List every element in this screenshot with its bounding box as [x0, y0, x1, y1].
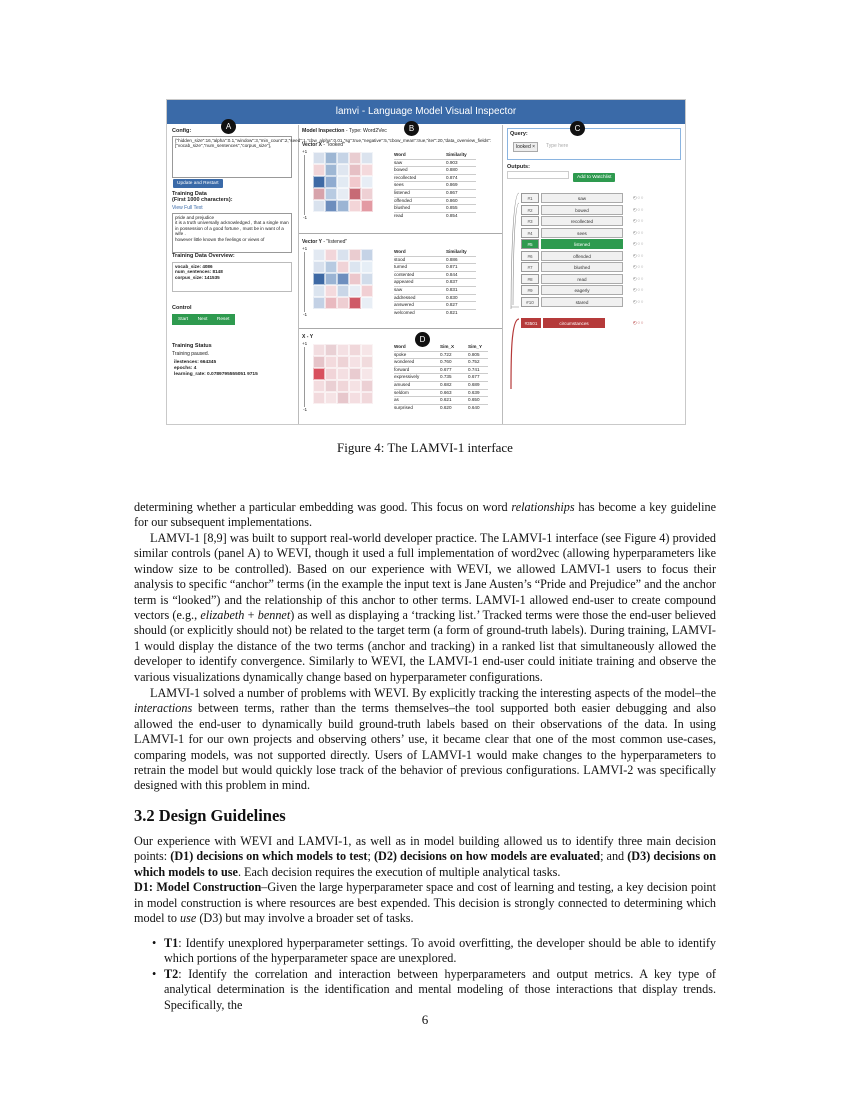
table-cell: 0.837 — [446, 279, 458, 285]
table-row — [394, 358, 488, 366]
table-cell: 0.821 — [446, 309, 458, 315]
tracking-connectors — [507, 189, 521, 419]
table-header: Similarity — [446, 249, 467, 254]
table-row — [394, 174, 476, 182]
table-row — [394, 159, 476, 167]
heatmap-cell — [313, 380, 325, 392]
heatmap-cell — [361, 285, 373, 297]
tracked-actions-icon[interactable]: ◴○○ — [633, 264, 645, 269]
heatmap-cell — [313, 297, 325, 309]
table-cell: listened — [394, 189, 410, 195]
heatmap-cell — [325, 356, 337, 368]
heatmap-cell — [349, 380, 361, 392]
heatmap-cell — [325, 285, 337, 297]
heatmap-cell — [325, 273, 337, 285]
table-row — [394, 373, 488, 381]
heatmap-cell — [313, 368, 325, 380]
scale-bottom: -1 — [303, 312, 308, 317]
heatmap-cell — [313, 200, 325, 212]
heatmap-cell — [349, 273, 361, 285]
p4-d3: (D3) decisions on which models to use — [134, 849, 717, 879]
status-sentences: ilestences: 664345 — [174, 360, 217, 365]
lamvi-figure — [166, 99, 686, 425]
config-label: Config: — [172, 128, 192, 134]
overview-sentences: num_sentences: 8148 — [175, 269, 223, 275]
table-row — [394, 366, 488, 374]
tracked-row[interactable] — [521, 216, 653, 225]
heatmap-cell — [325, 188, 337, 200]
heatmap-cell — [337, 380, 349, 392]
heatmap-cell — [325, 392, 337, 404]
heatmap-cell — [349, 368, 361, 380]
control-bar — [172, 314, 235, 325]
heatmap-cell — [337, 152, 349, 164]
scale-line — [304, 347, 305, 407]
panel-b — [299, 125, 503, 424]
scale-top: +1 — [302, 149, 308, 154]
section-divider — [299, 233, 502, 234]
heatmap-cell — [337, 261, 349, 273]
heatmap-cell — [325, 176, 337, 188]
heatmap-cell — [337, 188, 349, 200]
start-button[interactable]: Start — [174, 315, 192, 324]
heatmap-cell — [325, 152, 337, 164]
tracked-row[interactable] — [521, 274, 653, 283]
tracked-rank: #1 — [521, 193, 539, 203]
scale-bottom: -1 — [303, 215, 308, 220]
tracked-row[interactable] — [521, 239, 653, 248]
table-cell: read — [394, 212, 404, 218]
tracked-word[interactable]: read — [541, 274, 623, 284]
table-cell: 0.621 — [440, 397, 452, 403]
tracked-actions-icon[interactable]: ◴○○ — [633, 298, 645, 304]
table-cell: saw — [394, 286, 403, 292]
heatmap-cell — [325, 368, 337, 380]
table-cell: 0.722 — [440, 351, 452, 357]
overview-label: Training Data Overview: — [172, 253, 235, 259]
table-header: Similarity — [446, 152, 467, 157]
table-row — [394, 294, 476, 302]
scale-top: +1 — [302, 246, 308, 251]
table-header: Word — [394, 344, 406, 349]
table-cell: contented — [394, 271, 415, 277]
table-cell: saw — [394, 159, 403, 165]
scale-line — [304, 155, 305, 215]
table-cell: 0.663 — [440, 389, 452, 395]
similarity-table — [394, 344, 488, 411]
table-cell: 0.640 — [468, 404, 480, 410]
status-text: Training paused. — [172, 351, 210, 357]
heatmap-cell — [325, 200, 337, 212]
heatmap-cell — [349, 285, 361, 297]
tracked-actions-icon[interactable]: ◴○○ — [633, 206, 645, 212]
tracked-rank: #4 — [521, 228, 539, 238]
table-row — [394, 197, 476, 205]
table-cell: 0.827 — [446, 302, 458, 308]
heatmap-cell — [325, 344, 337, 356]
tracked-row[interactable] — [521, 297, 653, 306]
paragraph-2-text: LAMVI-1 [8,9] was built to support real-world developer practice. The LAMVI-1 interface (see Figure 4) provided similar controls (panel A) to WEVI, though it used a full implementation of word2vec (allowing hyperparameters like window size to be controlled). Based on our experience with WEVI, we allowed LAMVI-1 users to focus their analysis to specific “anchor” terms (in the example the input text is Jane Austen’s “Pride and Prejudice” and the anchor term is “looked”) and the relationship of this anchor to other terms. LAMVI-1 allowed end-user to create compound vectors (e.g., elizabeth + bennet) as well as displaying a ‘tracking list.’ Tracked terms were those the end-user believed should (or explicitly should not) be related to the target term (a form of ground-truth labels). During training, LAMVI-1 would display the distance of the two terms (anchor and tracking) in a ranked list that simultaneously allowed the developer to identify convergence. Similarly to WEVI, the LAMVI-1 end-user could initiate training and observe the various visualizations dynamically change based on hyperparameter configurations. — [134, 531, 716, 684]
section-label-2: X - Y — [302, 334, 314, 340]
p4-end: . Each decision requires the execution of multiple analytical tasks. — [237, 864, 561, 879]
heatmap-cell — [349, 176, 361, 188]
heatmap-cell — [361, 344, 373, 356]
tracked-actions-icon[interactable]: ◴○○ — [633, 241, 645, 246]
heatmap-cell — [337, 285, 349, 297]
page-number: 6 — [421, 1012, 429, 1027]
table-cell: 0.741 — [468, 366, 480, 372]
bullet-t2: • T2: Identify the correlation and interaction between hyperparameters and output metrics. A key type of analytical determination is the identification and mental modeling of those interactions that display trends. Specifically, the — [152, 967, 716, 1012]
table-cell: stood — [394, 256, 406, 262]
heatmap-cell — [325, 249, 337, 261]
table-cell: 0.855 — [446, 205, 458, 211]
heatmap-cell — [337, 368, 349, 380]
heatmap-cell — [361, 188, 373, 200]
table-cell: bowed — [394, 167, 408, 173]
table-row — [394, 166, 476, 174]
heatmap-cell — [337, 297, 349, 309]
tracked-word[interactable]: sees — [541, 228, 623, 238]
tracked-row[interactable] — [521, 228, 653, 237]
table-row — [394, 286, 476, 294]
table-cell: 0.735 — [440, 374, 452, 380]
p4-d1: (D1) decisions on which models to test — [170, 849, 368, 864]
table-row — [394, 271, 476, 279]
tracked-word[interactable]: blushed — [541, 262, 623, 272]
heatmap-cell — [349, 188, 361, 200]
section-heading: 3.2 Design Guidelines — [134, 806, 286, 825]
marker-a: A — [221, 119, 236, 134]
heatmap-cell — [361, 164, 373, 176]
table-cell: sees — [394, 182, 404, 188]
control-label: Control — [172, 305, 192, 311]
table-cell: 0.854 — [446, 212, 458, 218]
marker-b: B — [404, 121, 419, 136]
app-title-bar: lamvi - Language Model Visual Inspector — [167, 100, 685, 124]
status-learning-rate: learning_rate: 0.0789795555051 9715 — [174, 372, 258, 377]
tracked-actions-icon[interactable]: ◴○○ — [633, 320, 645, 325]
overview-corpus: corpus_size: 141535 — [175, 274, 220, 280]
table-cell: 0.805 — [468, 351, 480, 357]
update-restart-button[interactable]: Update and Restart — [173, 179, 223, 188]
config-textarea[interactable]: {"hidden_size":16,"alpha":0.1,"window":3,"min_count":2,"seed":1,"cbw_alpha":0.01,"sg":true,"negative":5,"cbow_mean":true,"iter":20,"data_overview_fields": ["vocab_size","num_sentences","corpus_size"], — [172, 136, 292, 178]
next-button[interactable]: Next — [194, 315, 212, 324]
table-cell: 0.830 — [446, 294, 458, 300]
table-cell: recollected — [394, 174, 417, 180]
panel-c — [503, 125, 685, 424]
heatmap-cell — [313, 392, 325, 404]
bullet-t1: • T1: Identify unexplored hyperparameter settings. To avoid overfitting, the developer should be able to identify which portions of the hyperparameter space are unexplored. — [152, 936, 716, 966]
paragraph-3 — [134, 686, 716, 794]
paragraph-1 — [134, 500, 716, 531]
section-label-0: Vector X - "looked" — [302, 142, 345, 148]
table-row — [394, 381, 488, 389]
heatmap-cell — [361, 380, 373, 392]
tracked-rank: #3501 — [521, 318, 541, 328]
table-cell: 0.682 — [440, 381, 452, 387]
p4-and: ; and — [600, 849, 628, 864]
table-cell: 0.831 — [446, 286, 458, 292]
tracked-word[interactable]: stared — [541, 297, 623, 307]
scale-line — [304, 252, 305, 312]
heatmap-cell — [337, 176, 349, 188]
t2-text: : Identify the correlation and interaction between hyperparameters and output metrics. A key type of analytical determination is the identification and mental modeling of those interactions that display trends. Specifically, the — [164, 967, 716, 1012]
heatmap-cell — [313, 344, 325, 356]
tracked-row-extra[interactable] — [521, 318, 653, 327]
tracked-word[interactable]: listened — [541, 239, 623, 249]
tracked-row[interactable] — [521, 193, 653, 202]
tracked-rank: #3 — [521, 216, 539, 226]
heatmap-cell — [313, 176, 325, 188]
t1-heading: T1 — [164, 936, 179, 950]
heatmap-cell — [349, 261, 361, 273]
table-cell: wondered — [394, 359, 415, 365]
table-cell: answered — [394, 302, 414, 308]
heatmap-cell — [349, 164, 361, 176]
training-data-label: Training Data — [172, 191, 207, 197]
similarity-table — [394, 152, 476, 219]
heatmap-cell — [325, 261, 337, 273]
heatmap-cell — [361, 273, 373, 285]
outputs-label: Outputs: — [507, 164, 530, 170]
tracked-actions-icon[interactable]: ◴○○ — [633, 229, 645, 235]
status-epochs: epochs: 4 — [174, 366, 197, 371]
add-to-watchlist-button[interactable]: Add to Watchlist — [573, 173, 615, 182]
table-cell: 0.869 — [446, 182, 458, 188]
tracked-actions-icon[interactable]: ◴○○ — [633, 275, 645, 281]
scale-top: +1 — [302, 341, 308, 346]
tracked-row[interactable] — [521, 205, 653, 214]
scale-bottom: -1 — [303, 407, 308, 412]
tracked-rank: #10 — [521, 297, 539, 307]
query-tag[interactable]: looked × — [513, 142, 538, 152]
tracked-rank: #9 — [521, 285, 539, 295]
status-label: Training Status — [172, 343, 212, 349]
tracked-actions-icon[interactable]: ◴○○ — [633, 218, 645, 223]
table-cell: as — [394, 397, 399, 403]
marker-d: D — [415, 332, 430, 347]
view-full-text-link[interactable]: View Full Text — [172, 205, 203, 211]
table-cell: 0.639 — [468, 389, 480, 395]
heatmap-cell — [349, 356, 361, 368]
heatmap-cell — [337, 344, 349, 356]
reset-button[interactable]: Reset — [213, 315, 234, 324]
heatmap-cell — [313, 188, 325, 200]
heatmap-cell — [325, 164, 337, 176]
table-row — [394, 278, 476, 286]
table-cell: 0.689 — [468, 381, 480, 387]
table-header: Sim_X — [440, 344, 455, 349]
table-cell: 0.886 — [446, 256, 458, 262]
status-values — [174, 360, 258, 378]
tracked-rank: #2 — [521, 205, 539, 215]
table-row — [394, 181, 476, 189]
t2-heading: T2 — [164, 967, 179, 981]
table-cell: 0.903 — [446, 159, 458, 165]
query-label: Query: — [510, 131, 528, 137]
heatmap-cell — [337, 392, 349, 404]
query-box — [507, 128, 681, 160]
heatmap-cell — [337, 164, 349, 176]
heatmap-cell — [349, 249, 361, 261]
tracked-word[interactable]: offended — [541, 251, 623, 261]
heatmap-cell — [361, 356, 373, 368]
heatmap-cell — [325, 380, 337, 392]
table-row — [394, 189, 476, 197]
table-header: Sim_Y — [468, 344, 483, 349]
heatmap-cell — [349, 344, 361, 356]
figure-caption: Figure 4: The LAMVI-1 interface — [337, 440, 513, 455]
table-cell: 0.677 — [440, 366, 452, 372]
model-inspection-title: Model Inspection — [302, 128, 345, 134]
tracked-actions-icon[interactable]: ◴○○ — [633, 252, 645, 258]
table-cell: 0.880 — [446, 167, 458, 173]
heatmap-cell — [349, 392, 361, 404]
overview-box — [172, 262, 292, 292]
section-divider — [299, 328, 502, 329]
heatmap-cell — [337, 249, 349, 261]
table-row — [394, 404, 488, 412]
heatmap-cell — [337, 273, 349, 285]
table-cell: addressed — [394, 294, 416, 300]
p4-intro: Our experience with WEVI and LAMVI-1, as well as in model building allowed us to identify three main decision points: — [134, 834, 716, 864]
heatmap-cell — [313, 273, 325, 285]
table-cell: spoke — [394, 351, 407, 357]
model-inspection-header — [302, 128, 387, 134]
table-cell: 0.620 — [440, 404, 452, 410]
table-row — [394, 263, 476, 271]
table-header: Word — [394, 249, 406, 254]
table-cell: offended — [394, 197, 412, 203]
heatmap-cell — [361, 249, 373, 261]
heatmap-cell — [337, 356, 349, 368]
heatmap-cell — [313, 261, 325, 273]
training-data-sub: (First 1000 characters): — [172, 197, 233, 203]
heatmap-cell — [313, 285, 325, 297]
heatmap-cell — [361, 368, 373, 380]
table-cell: amused — [394, 381, 411, 387]
overview-vocab: vocab_size: 4086 — [175, 264, 213, 269]
training-text-area[interactable]: pride and prejudice it is a truth universally acknowledged , that a single man in possession of a good fortune , must be in want of a wife . however little known the feelings or views of — [172, 213, 292, 253]
table-cell: appeared — [394, 279, 414, 285]
tracked-actions-icon[interactable]: ◴○○ — [633, 195, 645, 200]
tracked-rank: #6 — [521, 251, 539, 261]
tracked-rank: #8 — [521, 274, 539, 284]
tracked-rank: #5 — [521, 239, 539, 249]
table-cell: 0.860 — [446, 197, 458, 203]
table-row — [394, 351, 488, 359]
query-input[interactable]: Type here — [546, 143, 569, 149]
table-row — [394, 256, 476, 264]
heatmap-cell — [337, 200, 349, 212]
paragraph-1-text: determining whether a particular embedding was good. This focus on word relationships has become a key guideline for our subsequent implementations. — [134, 500, 716, 530]
table-cell: welcomed — [394, 309, 415, 315]
tracked-actions-icon[interactable]: ◴○○ — [633, 287, 645, 292]
table-cell: 0.677 — [468, 374, 480, 380]
table-cell: 0.874 — [446, 174, 458, 180]
paragraph-3-text: LAMVI-1 solved a number of problems with WEVI. By explicitly tracking the interesting aspects of the model–the interactions between terms, rather than the terms themselves–the tool supported both easier debugging and also allowed the end-user to dynamically build ground-truth labels based on their observations of the data. In using LAMVI-1 for our own projects and observing others’ use, it became clear that one of the most common use-cases, comparing models, was not supported directly. Users of LAMVI-1 would make changes to the hyperparameters to retrain the model but would quickly lose track of the behavior of previous configurations. LAMVI-2 was specifically designed with this problem in mind. — [134, 686, 716, 793]
table-cell: expressively — [394, 374, 420, 380]
tracked-word[interactable]: eagerly — [541, 285, 623, 295]
table-row — [394, 389, 488, 397]
d1-heading: D1: Model Construction — [134, 880, 262, 895]
tracked-word[interactable]: circumstances — [543, 318, 605, 328]
heatmap-cell — [361, 152, 373, 164]
paragraph-2 — [134, 531, 716, 685]
heatmap-cell — [325, 297, 337, 309]
table-row — [394, 204, 476, 212]
table-row — [394, 309, 476, 317]
heatmap — [313, 344, 373, 404]
tracked-row[interactable] — [521, 251, 653, 260]
table-cell: forward — [394, 366, 410, 372]
table-cell: 0.867 — [446, 189, 458, 195]
heatmap-cell — [361, 261, 373, 273]
marker-c: C — [570, 121, 585, 136]
table-cell: 0.871 — [446, 264, 458, 270]
tracked-word[interactable]: saw — [541, 193, 623, 203]
table-cell: 0.650 — [468, 397, 480, 403]
heatmap-cell — [313, 152, 325, 164]
table-cell: surprised — [394, 404, 413, 410]
heatmap-cell — [313, 164, 325, 176]
heatmap-cell — [361, 176, 373, 188]
tracked-row[interactable] — [521, 285, 653, 294]
heatmap-cell — [313, 249, 325, 261]
heatmap-cell — [361, 297, 373, 309]
table-cell: seldom — [394, 389, 409, 395]
table-cell: 0.752 — [468, 359, 480, 365]
outputs-input[interactable] — [507, 171, 569, 179]
similarity-table — [394, 249, 476, 316]
heatmap-cell — [349, 297, 361, 309]
t1-text: : Identify unexplored hyperparameter settings. To avoid overfitting, the developer should be able to identify which portions of the hyperparameter space are unexplored. — [164, 936, 716, 966]
table-cell: blushed — [394, 205, 411, 211]
section-label-1: Vector Y - "listened" — [302, 239, 348, 245]
d1-text: –Given the large hyperparameter space and cost of learning and testing, a key decision point in model construction is where resources are best expended. This decision is strongly connected to determining which model to use (D3) but may involve a broader set of tasks. — [134, 880, 717, 926]
table-cell: 0.760 — [440, 359, 452, 365]
heatmap-cell — [349, 152, 361, 164]
p4-d2: (D2) decisions on how models are evaluated — [373, 849, 601, 864]
table-cell: 0.844 — [446, 271, 458, 277]
table-row — [394, 212, 476, 220]
table-row — [394, 301, 476, 309]
heatmap — [313, 249, 373, 309]
heatmap — [313, 152, 373, 212]
heatmap-cell — [361, 392, 373, 404]
tracked-row[interactable] — [521, 262, 653, 271]
model-type: - Type: Word2Vec — [345, 128, 387, 134]
heatmap-cell — [313, 356, 325, 368]
heatmap-cell — [361, 200, 373, 212]
tracked-rank: #7 — [521, 262, 539, 272]
table-row — [394, 396, 488, 404]
tracked-word[interactable]: recollected — [541, 216, 623, 226]
heatmap-cell — [349, 200, 361, 212]
table-cell: turned — [394, 264, 408, 270]
tracked-word[interactable]: bowed — [541, 205, 623, 215]
paragraph-4: Our experience with WEVI and LAMVI-1, as well as in model building allowed us to identify three main decision points: (D1) decisions on which models to test; (D2) decisions on how models are evaluated; and (D3) decisions on which models to use. Each decision requires the execution of multiple analytical tasks. D1: Model Construction–Given the large hyperparameter space and cost of learning and testing, a key decision point in model construction is where resources are best expended. This decision is strongly connected to determining which model to use (D3) but may involve a broader set of tasks. — [134, 834, 717, 926]
table-header: Word — [394, 152, 406, 157]
